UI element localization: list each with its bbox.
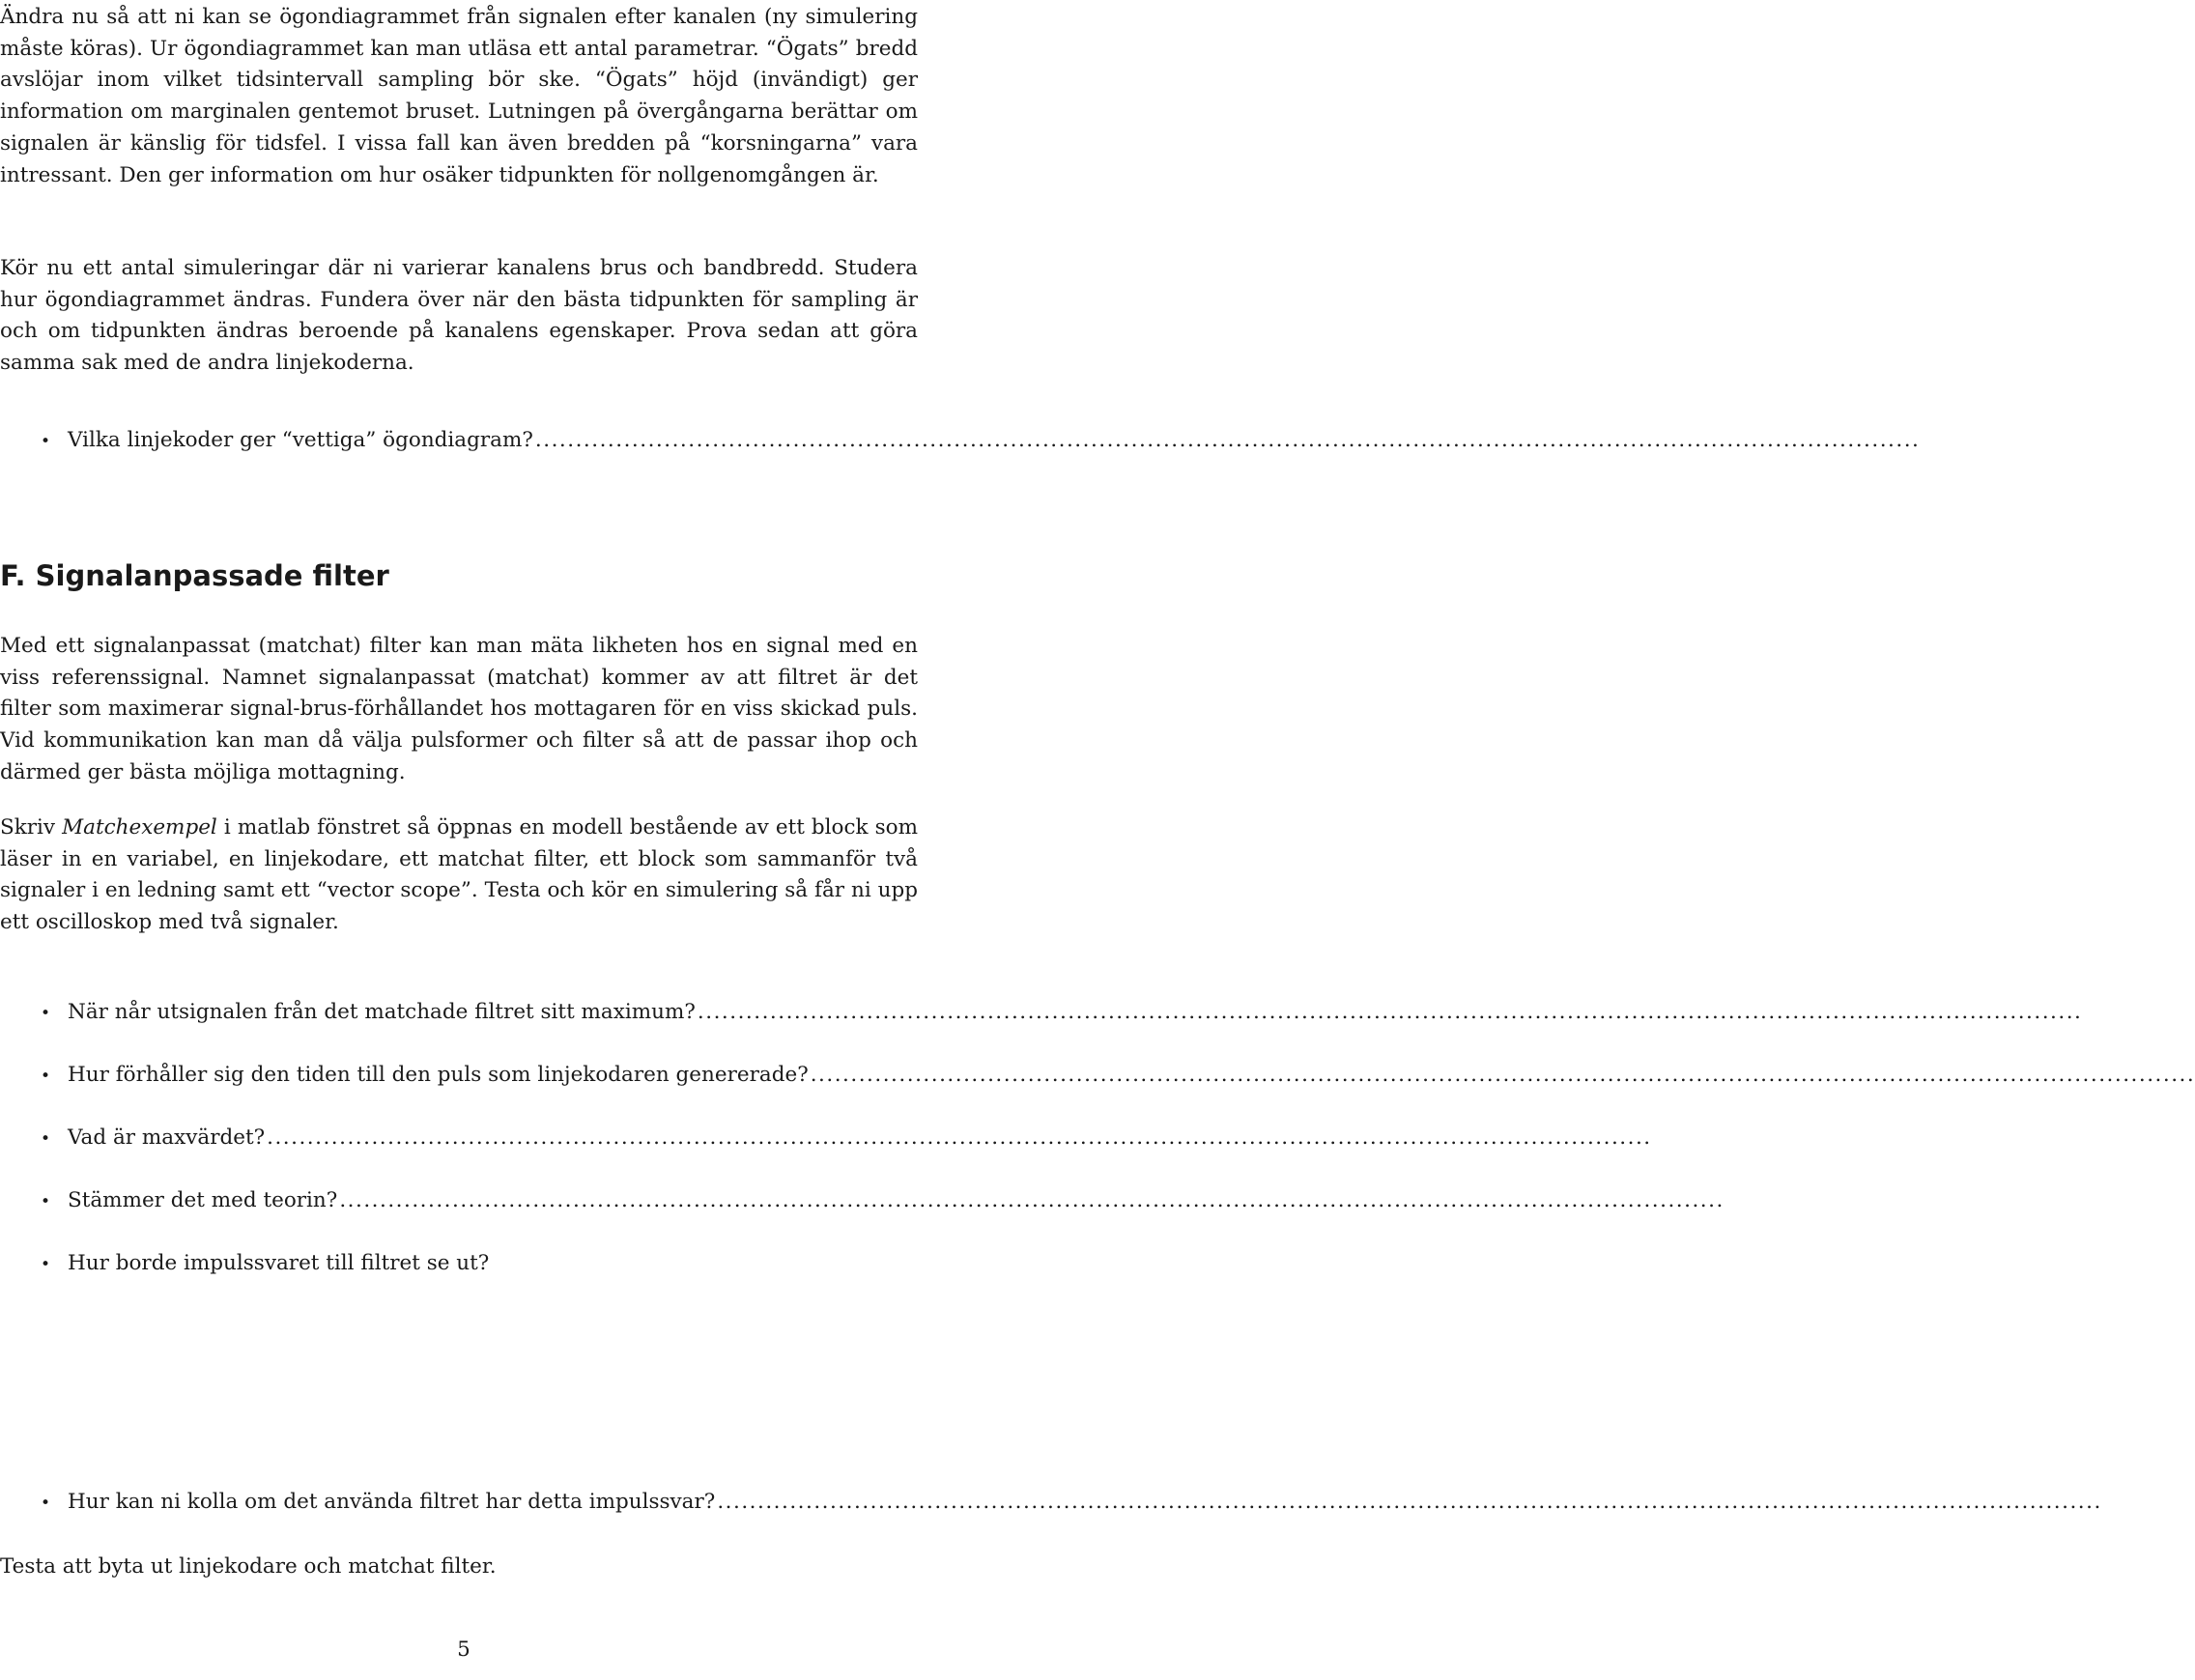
bullet-icon: •	[41, 1067, 51, 1086]
page-number: 5	[457, 1637, 470, 1662]
question-item	[0, 1248, 906, 1279]
bullet-icon: •	[41, 432, 51, 451]
answer-dots: ............................................................................................................................................................................	[267, 1125, 1652, 1150]
question-item	[0, 1060, 2195, 1091]
model-name: Matchexempel	[62, 815, 217, 840]
answer-dots: ............................................................................................................................................................................	[717, 1490, 2102, 1514]
intro-paragraph-simulations: Kör nu ett antal simuleringar där ni varierar kanalens brus och bandbredd. Studera hur ögondiagrammet ändras. Fundera över när den bästa tidpunkten för sampling är och om tidpunkten ändras beroende på kanalens egenskaper. Prova sedan att göra samma sak med de andra linjekoderna.	[0, 256, 918, 376]
paragraph-text-end: i matlab fönstret så öppnas en modell bestående av ett block som läser in en variabel, en linjekodare, ett matchat filter, ett block som sammanför två signaler i en ledning samt ett “vector scope”. Testa och kör en simulering så får ni upp ett oscilloskop med två signaler.	[0, 815, 918, 935]
question-text: Vad är maxvärdet?	[68, 1125, 266, 1150]
question-item	[0, 1123, 1652, 1153]
answer-dots: ............................................................................................................................................................................	[339, 1188, 1725, 1212]
paragraph-text-start: Skriv	[0, 815, 63, 840]
intro-paragraph-eye-diagram: Ändra nu så att ni kan se ögondiagrammet från signalen efter kanalen (ny simulering måste köras). Ur ögondiagrammet kan man utläsa ett antal parametrar. “Ögats” bredd avslöjar inom vilket tidsintervall sampling bör ske. “Ögats” höjd (invändigt) ger information om marginalen gentemot bruset. Lutningen på övergångarna berättar om signalen är känslig för tidsfel. I vissa fall kan även bredden på “korsningarna” vara intressant. Den ger information om hur osäker tidpunkten för nollgenomgången är.	[0, 5, 918, 187]
section-heading: F. Signalanpassade filter	[0, 559, 389, 592]
question-item	[0, 997, 2083, 1028]
bullet-icon: •	[41, 1494, 51, 1513]
question-text: Hur kan ni kolla om det använda filtret har detta impulssvar?	[68, 1490, 716, 1514]
section-paragraph-matched-filter: Med ett signalanpassat (matchat) filter kan man mäta likheten hos en signal med en viss referenssignal. Namnet signalanpassat (matchat) kommer av att filtret är det filter som maximerar signal-brus-förhållandet hos mottagaren för en viss skickad puls. Vid kommunikation kan man då välja pulsformer och filter så att de passar ihop och därmed ger bästa möjliga mottagning.	[0, 634, 918, 784]
question-text: Vilka linjekoder ger “vettiga” ögondiagram?	[68, 428, 533, 452]
closing-text: Testa att byta ut linjekodare och matchat filter.	[0, 1554, 497, 1579]
question-item	[0, 1487, 2102, 1518]
bullet-icon: •	[41, 1129, 51, 1149]
section-paragraph-matchexempel	[0, 812, 918, 939]
question-text: Hur förhåller sig den tiden till den puls som linjekodaren genererade?	[68, 1063, 809, 1087]
answer-dots: ............................................................................................................................................................................	[697, 1000, 2083, 1024]
bullet-icon: •	[41, 1192, 51, 1211]
question-item	[0, 1185, 1725, 1216]
question-text: När når utsignalen från det matchade filtret sitt maximum?	[68, 1000, 696, 1024]
bullet-icon: •	[41, 1255, 51, 1274]
answer-dots: ............................................................................................................................................................................	[534, 428, 1921, 452]
question-text: Stämmer det med teorin?	[68, 1188, 338, 1212]
question-item-eye-diagram	[0, 425, 1921, 456]
bullet-icon: •	[41, 1004, 51, 1023]
question-text: Hur borde impulssvaret till filtret se ut?	[68, 1251, 490, 1275]
answer-dots: ............................................................................................................................................................................	[810, 1063, 2195, 1087]
